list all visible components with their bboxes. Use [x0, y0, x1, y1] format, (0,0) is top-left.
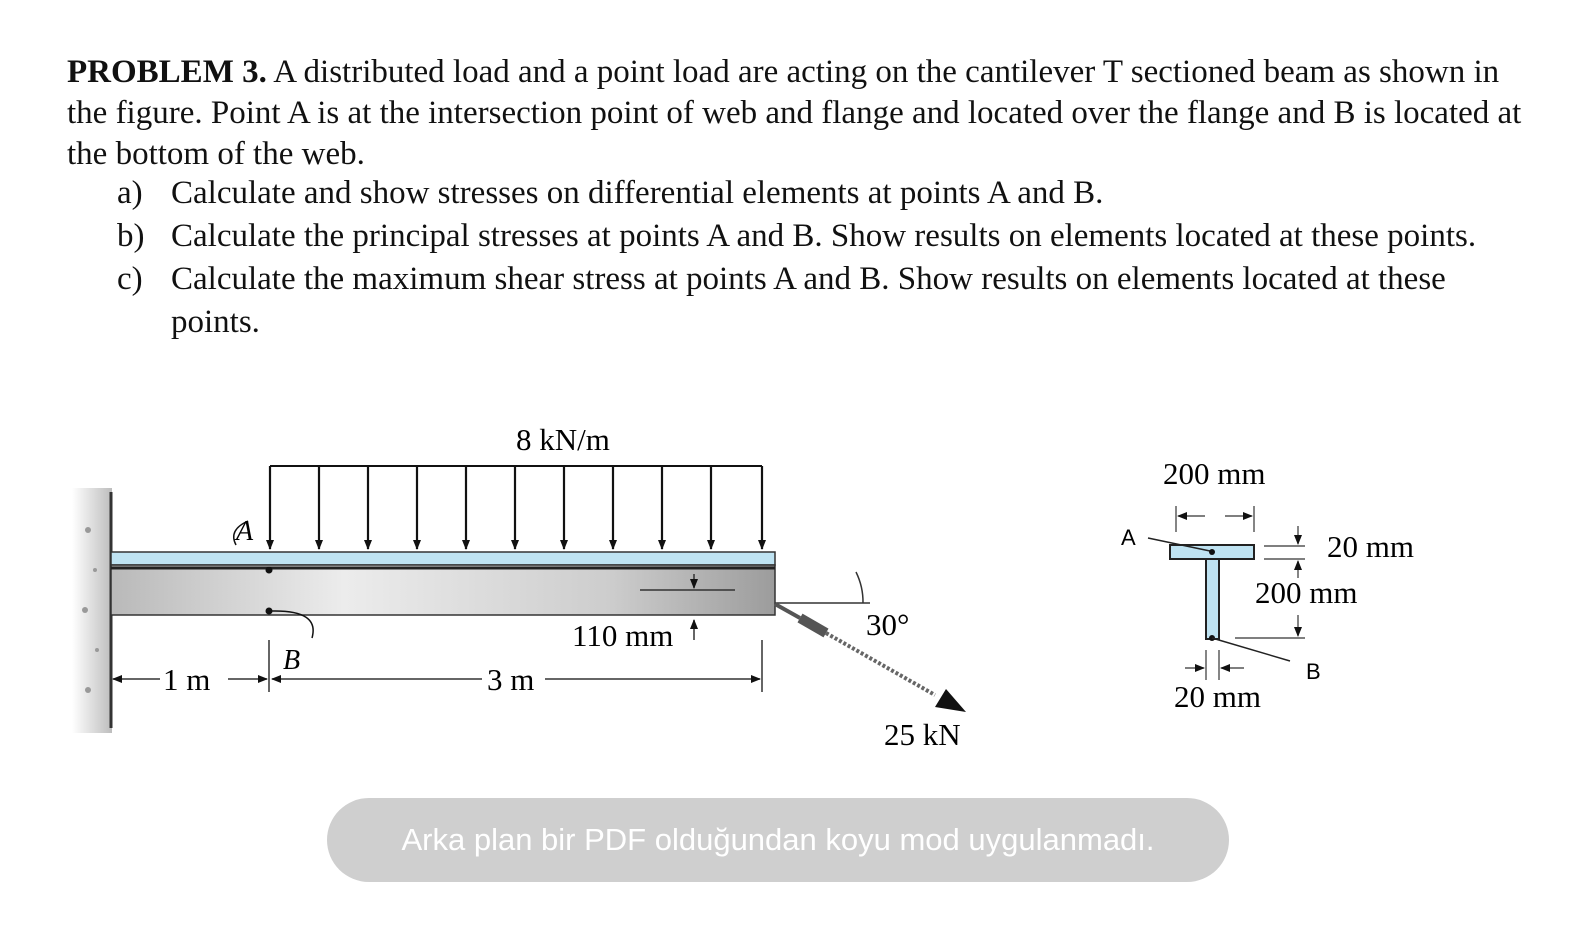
- point-force: [775, 572, 966, 712]
- flange-thickness-label: 20 mm: [1327, 529, 1414, 564]
- depth-label: 110 mm: [572, 618, 674, 653]
- section-a-label: A: [1121, 525, 1136, 550]
- angle-label: 30°: [866, 607, 910, 642]
- distributed-load: [270, 466, 762, 549]
- section-b-label: B: [1306, 659, 1321, 684]
- span-2-label: 3 m: [487, 662, 535, 697]
- dark-mode-toast: [327, 798, 1229, 882]
- point-b-label: B: [283, 645, 301, 676]
- problem-label: PROBLEM 3.: [67, 54, 267, 90]
- cantilever-beam: [111, 552, 775, 615]
- fixed-support-wall: [72, 488, 112, 733]
- flange-width-label: 200 mm: [1163, 456, 1266, 491]
- question-text: Calculate the maximum shear stress at points A and B. Show results on elements located at these points.: [171, 261, 1446, 340]
- problem-text: A distributed load and a point load are acting on the cantilever T sectioned beam as shown in the figure. Point A is at the intersection point of web and flange and located over the flange and B is located at the bottom of the web.: [67, 54, 1522, 172]
- question-text: Calculate and show stresses on differential elements at points A and B.: [171, 175, 1104, 211]
- question-letter: c): [117, 261, 143, 297]
- point-a-label: A: [236, 516, 254, 547]
- toast-message: Arka plan bir PDF olduğundan koyu mod uygulanmadı.: [401, 822, 1155, 857]
- question-letter: b): [117, 218, 145, 254]
- question-text: Calculate the principal stresses at points A and B. Show results on elements located at these points.: [171, 218, 1477, 254]
- force-label: 25 kN: [884, 717, 961, 752]
- question-letter: a): [117, 175, 143, 211]
- distributed-load-label: 8 kN/m: [516, 422, 610, 457]
- span-1-label: 1 m: [163, 662, 211, 697]
- web-thickness-label: 20 mm: [1174, 679, 1261, 714]
- web-height-label: 200 mm: [1255, 575, 1358, 610]
